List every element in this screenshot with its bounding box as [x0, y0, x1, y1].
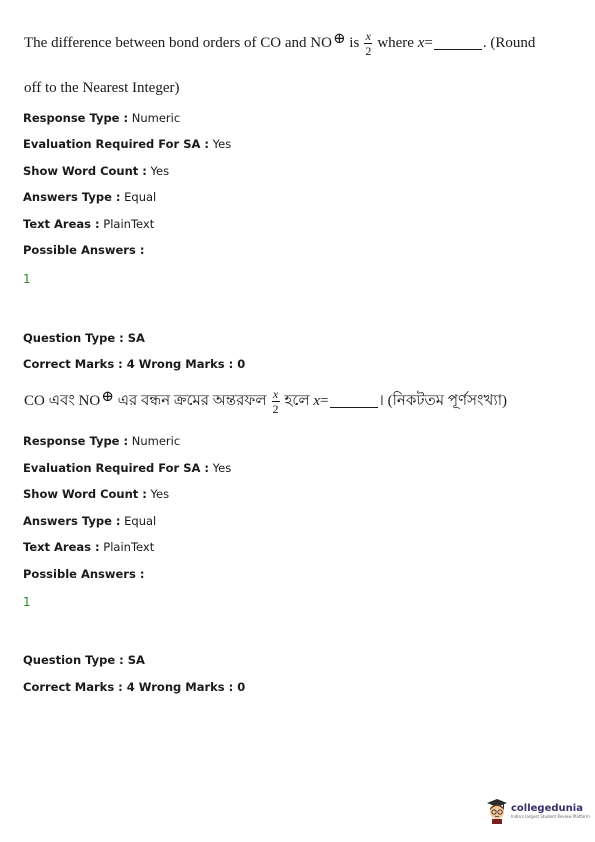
field-answers-type: Answers Type : Equal [23, 190, 157, 204]
variable: x [313, 393, 321, 409]
question-marks: Correct Marks : 4 Wrong Marks : 0 [23, 357, 246, 371]
field-text-areas: Text Areas : PlainText [23, 217, 155, 231]
fraction-numerator: x [272, 387, 279, 401]
question-type: Question Type : SA [23, 331, 145, 345]
circled-plus-icon: ⊕ [332, 31, 346, 47]
collegedunia-logo [486, 798, 590, 824]
question-text: হলে [284, 393, 310, 409]
question-marks: Correct Marks : 4 Wrong Marks : 0 [23, 680, 246, 694]
fraction-numerator: x [365, 29, 371, 43]
question-text: এর বন্ধন ক্রমের অন্তরফল [117, 393, 267, 409]
chemical-species: NO [310, 35, 332, 51]
equals-sign: = [424, 35, 433, 51]
field-possible-answers: Possible Answers : [23, 567, 145, 581]
answer-blank [434, 37, 482, 50]
field-answers-type: Answers Type : Equal [23, 514, 157, 528]
possible-answer-value: 1 [23, 272, 31, 286]
field-response-type: Response Type : Numeric [23, 111, 181, 125]
question-text-line-2: off to the Nearest Integer) [24, 80, 180, 96]
possible-answer-value: 1 [23, 595, 31, 609]
field-show-word-count: Show Word Count : Yes [23, 164, 170, 178]
question-text: The difference between bond orders of CO and [24, 35, 307, 51]
question-text-line-1 [24, 30, 535, 57]
equals-sign: = [320, 393, 329, 409]
question-text: । (নিকটতম পূর্ণসংখ্যা) [378, 393, 508, 409]
field-text-areas: Text Areas : PlainText [23, 540, 155, 554]
field-evaluation-required: Evaluation Required For SA : Yes [23, 137, 232, 151]
circled-plus-icon: ⊕ [101, 389, 114, 405]
question-text: where [377, 35, 414, 51]
question-text: . (Round [482, 35, 536, 51]
fraction [364, 30, 372, 57]
field-possible-answers: Possible Answers : [23, 243, 145, 257]
variable: x [417, 35, 425, 51]
answer-blank [330, 395, 378, 408]
fraction [272, 388, 280, 415]
fraction-denominator: 2 [365, 44, 372, 58]
chemical-species: NO [78, 393, 101, 409]
question-text: is [349, 35, 360, 51]
question-text: CO এবং [24, 393, 75, 409]
logo-name: collegedunia [511, 802, 583, 814]
fraction-denominator: 2 [272, 402, 279, 416]
field-show-word-count: Show Word Count : Yes [23, 487, 170, 501]
field-evaluation-required: Evaluation Required For SA : Yes [23, 461, 232, 475]
question-text-line-bengali [24, 388, 507, 415]
field-response-type: Response Type : Numeric [23, 434, 181, 448]
logo-tagline: India's largest Student Review Platform [511, 813, 590, 819]
question-type: Question Type : SA [23, 653, 145, 667]
mascot-icon [486, 798, 508, 824]
